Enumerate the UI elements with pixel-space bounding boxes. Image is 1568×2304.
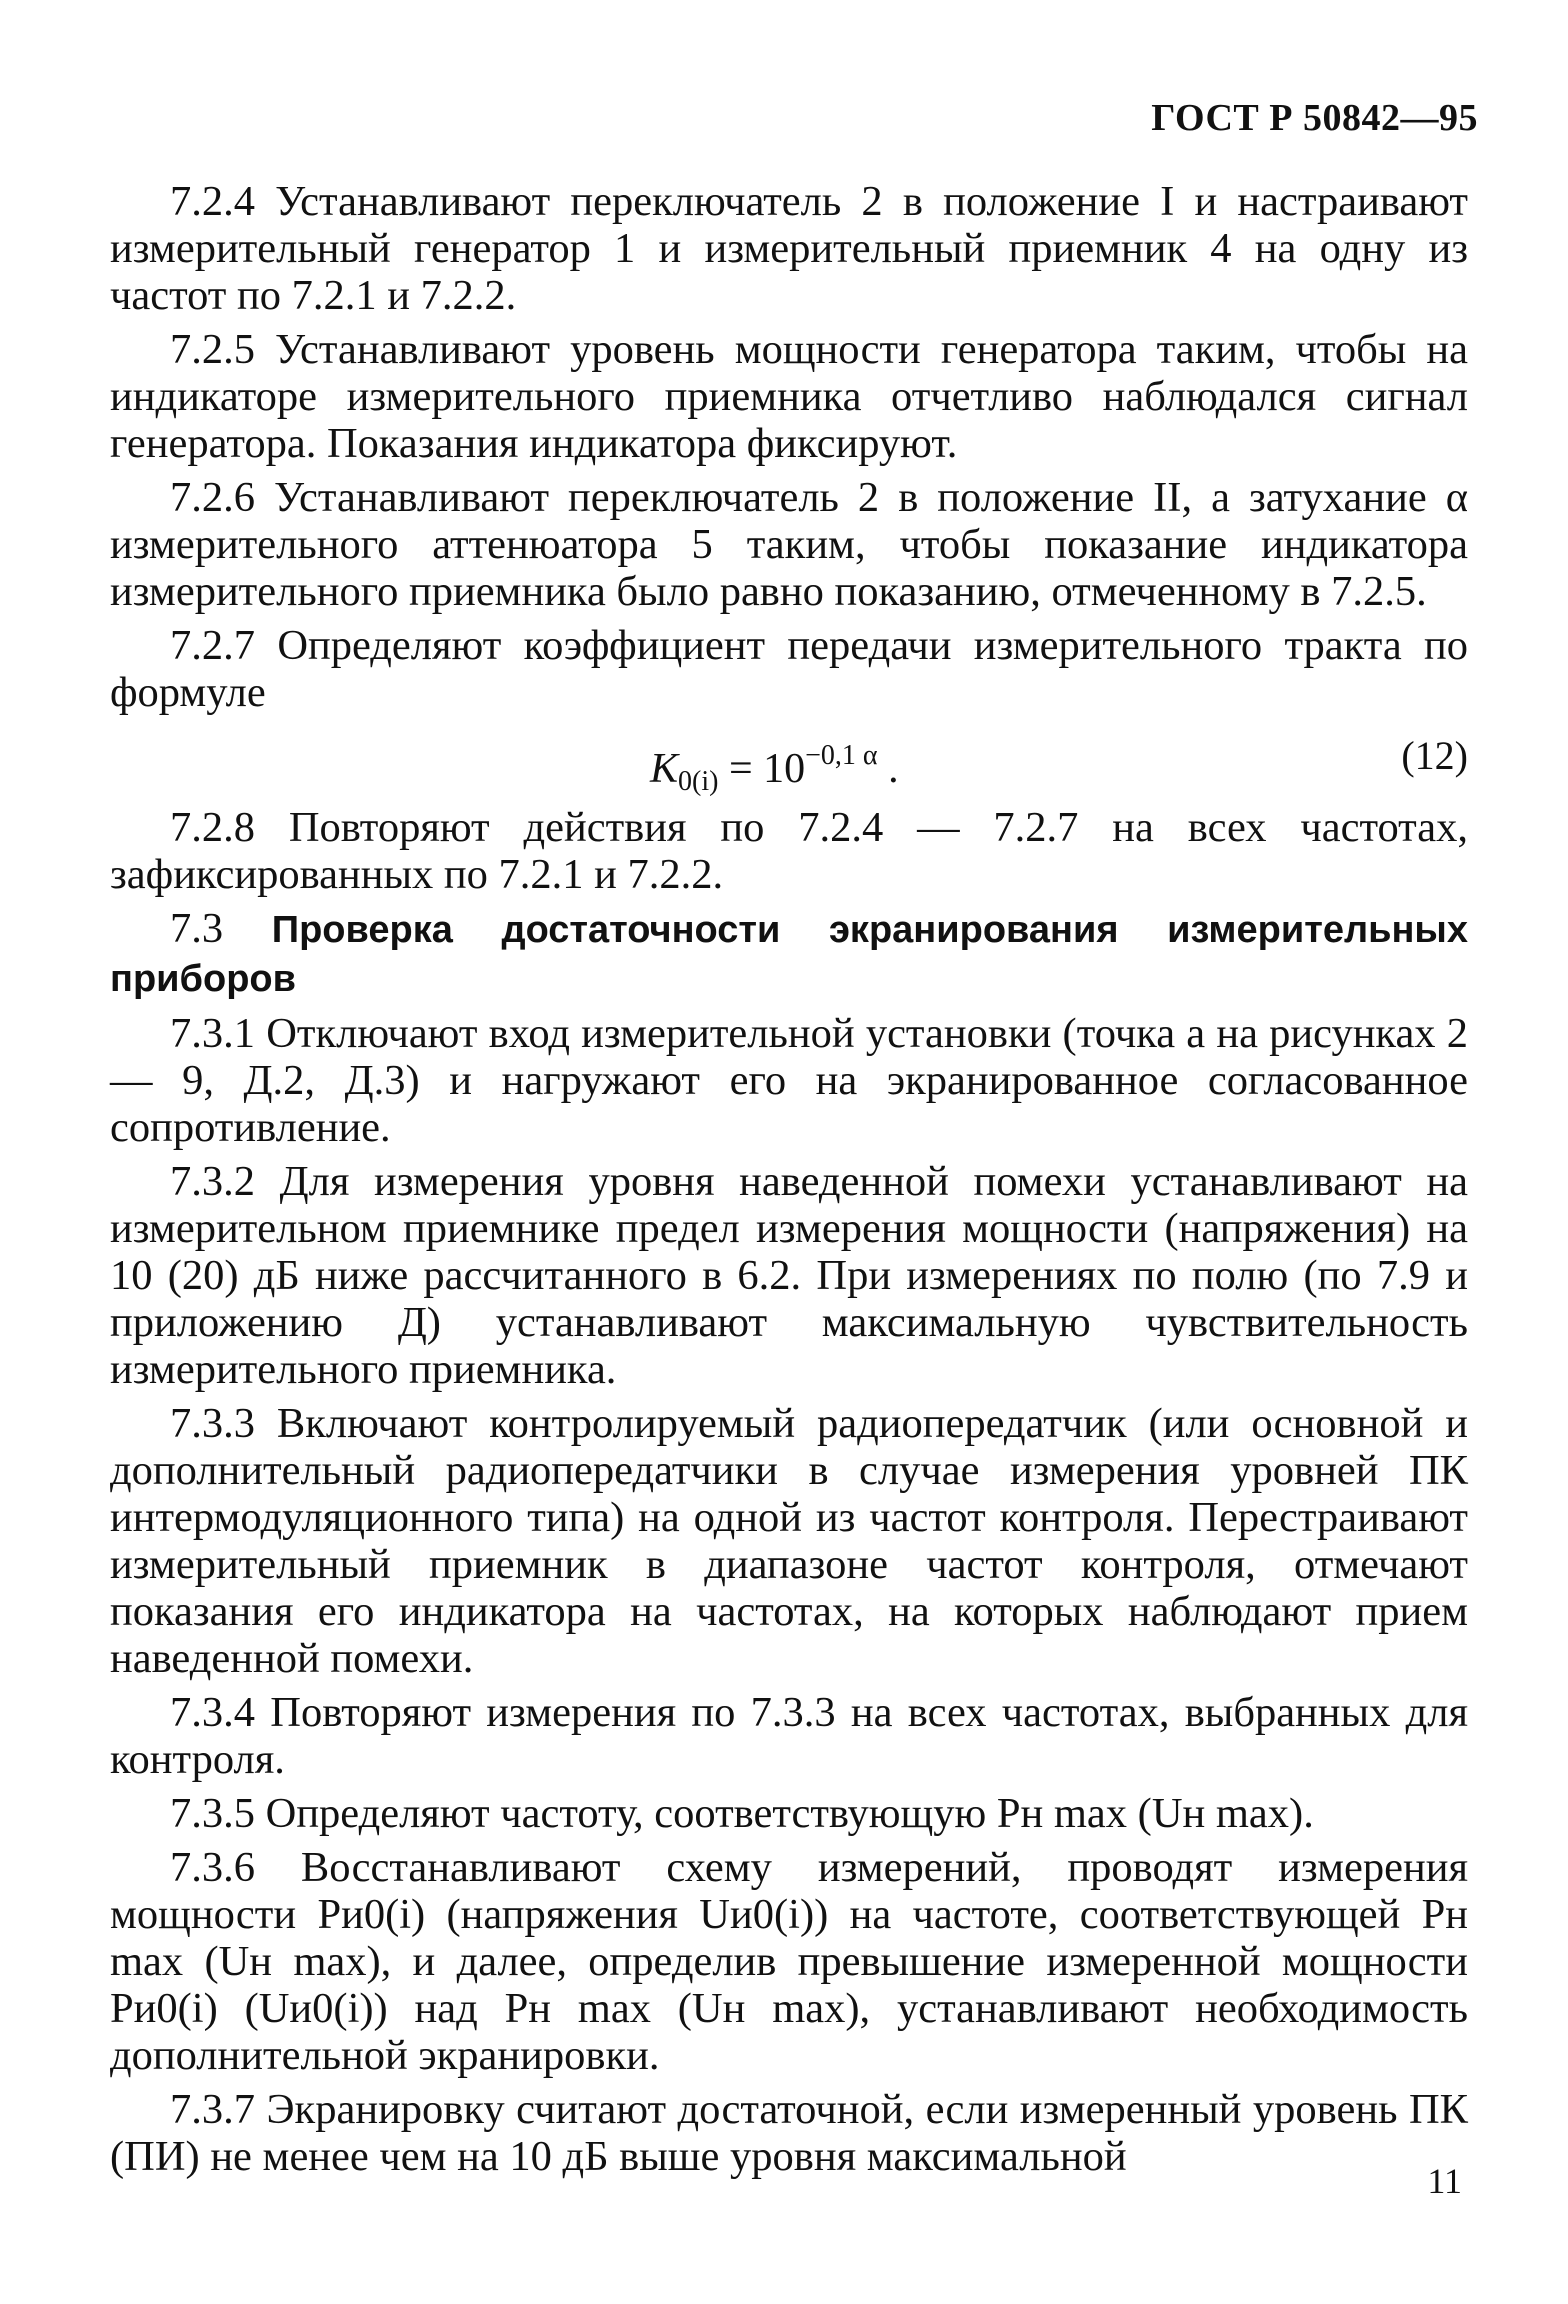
document-body <box>110 178 1468 2187</box>
formula-expression <box>650 732 899 805</box>
paragraph-7-3-5: 7.3.5 Определяют частоту, соответствующую Pн max (Uн max). <box>170 1790 1314 1837</box>
formula-12 <box>110 724 1468 797</box>
paragraph-7-2-7: 7.2.7 Определяют коэффициент передачи измерительного тракта по формуле <box>110 622 1468 716</box>
paragraph-7-3-3: 7.3.3 Включают контролируемый радиопередатчик (или основной и дополнительный радиопередатчики в случае измерения уровней ПК интермодуляционного типа) на одной из частот контроля. Перестраивают измерительный приемник в диапазоне частот контроля, отмечают показания его индикатора на частотах, на которых наблюдают прием наведенной помехи. <box>110 1400 1468 1682</box>
section-title-text: Проверка достаточности экранирования измерительных приборов <box>110 909 1468 1000</box>
paragraph-7-3-6: 7.3.6 Восстанавливают схему измерений, проводят измерения мощности Pи0(i) (напряжения Uи0(i)) на частоте, соответствующей Pн max (Uн max), и далее, определив превышение измеренной мощности Pи0(i) (Uи0(i)) над Pн max (Uн max), устанавливают необходимость дополнительной экранировки. <box>110 1844 1468 2079</box>
paragraph-7-2-8: 7.2.8 Повторяют действия по 7.2.4 — 7.2.7 на всех частотах, зафиксированных по 7.2.1 и 7.2.2. <box>110 804 1468 898</box>
formula-subscript: 0(i) <box>678 766 719 797</box>
paragraph-7-3-7: 7.3.7 Экранировку считают достаточной, если измеренный уровень ПК (ПИ) не менее чем на 10 дБ выше уровня максимальной <box>110 2086 1468 2180</box>
paragraph-7-2-4: 7.2.4 Устанавливают переключатель 2 в положение I и настраивают измерительный генератор 1 и измерительный приемник 4 на одну из частот по 7.2.1 и 7.2.2. <box>110 178 1468 319</box>
paragraph-7-3-1: 7.3.1 Отключают вход измерительной установки (точка a на рисунках 2— 9, Д.2, Д.3) и нагружают его на экранированное согласованное сопротивление. <box>110 1010 1468 1151</box>
paragraph-7-2-5: 7.2.5 Устанавливают уровень мощности генератора таким, чтобы на индикаторе измерительного приемника отчетливо наблюдался сигнал генератора. Показания индикатора фиксируют. <box>110 326 1468 467</box>
formula-equals: = 10 <box>718 746 806 792</box>
formula-exponent: −0,1 α <box>805 740 878 771</box>
standard-header: ГОСТ Р 50842—95 <box>1151 97 1478 139</box>
formula-tail: . <box>877 746 899 792</box>
paragraph-7-3-2: 7.3.2 Для измерения уровня наведенной помехи устанавливают на измерительном приемнике предел измерения мощности (напряжения) на 10 (20) дБ ниже рассчитанного в 6.2. При измерениях по полю (по 7.9 и приложению Д) устанавливают максимальную чувствительность измерительного приемника. <box>110 1158 1468 1393</box>
formula-variable: K <box>650 746 679 792</box>
paragraph-7-2-6: 7.2.6 Устанавливают переключатель 2 в положение II, а затухание α измерительного аттенюатора 5 таким, чтобы показание индикатора измерительного приемника было равно показанию, отмеченному в 7.2.5. <box>110 474 1468 615</box>
section-title-7-3 <box>110 905 1468 1003</box>
formula-number: (12) <box>1401 733 1468 778</box>
page-number: 11 <box>1427 2161 1462 2201</box>
paragraph-7-3-4: 7.3.4 Повторяют измерения по 7.3.3 на всех частотах, выбранных для контроля. <box>110 1689 1468 1783</box>
section-number: 7.3 <box>170 905 224 952</box>
